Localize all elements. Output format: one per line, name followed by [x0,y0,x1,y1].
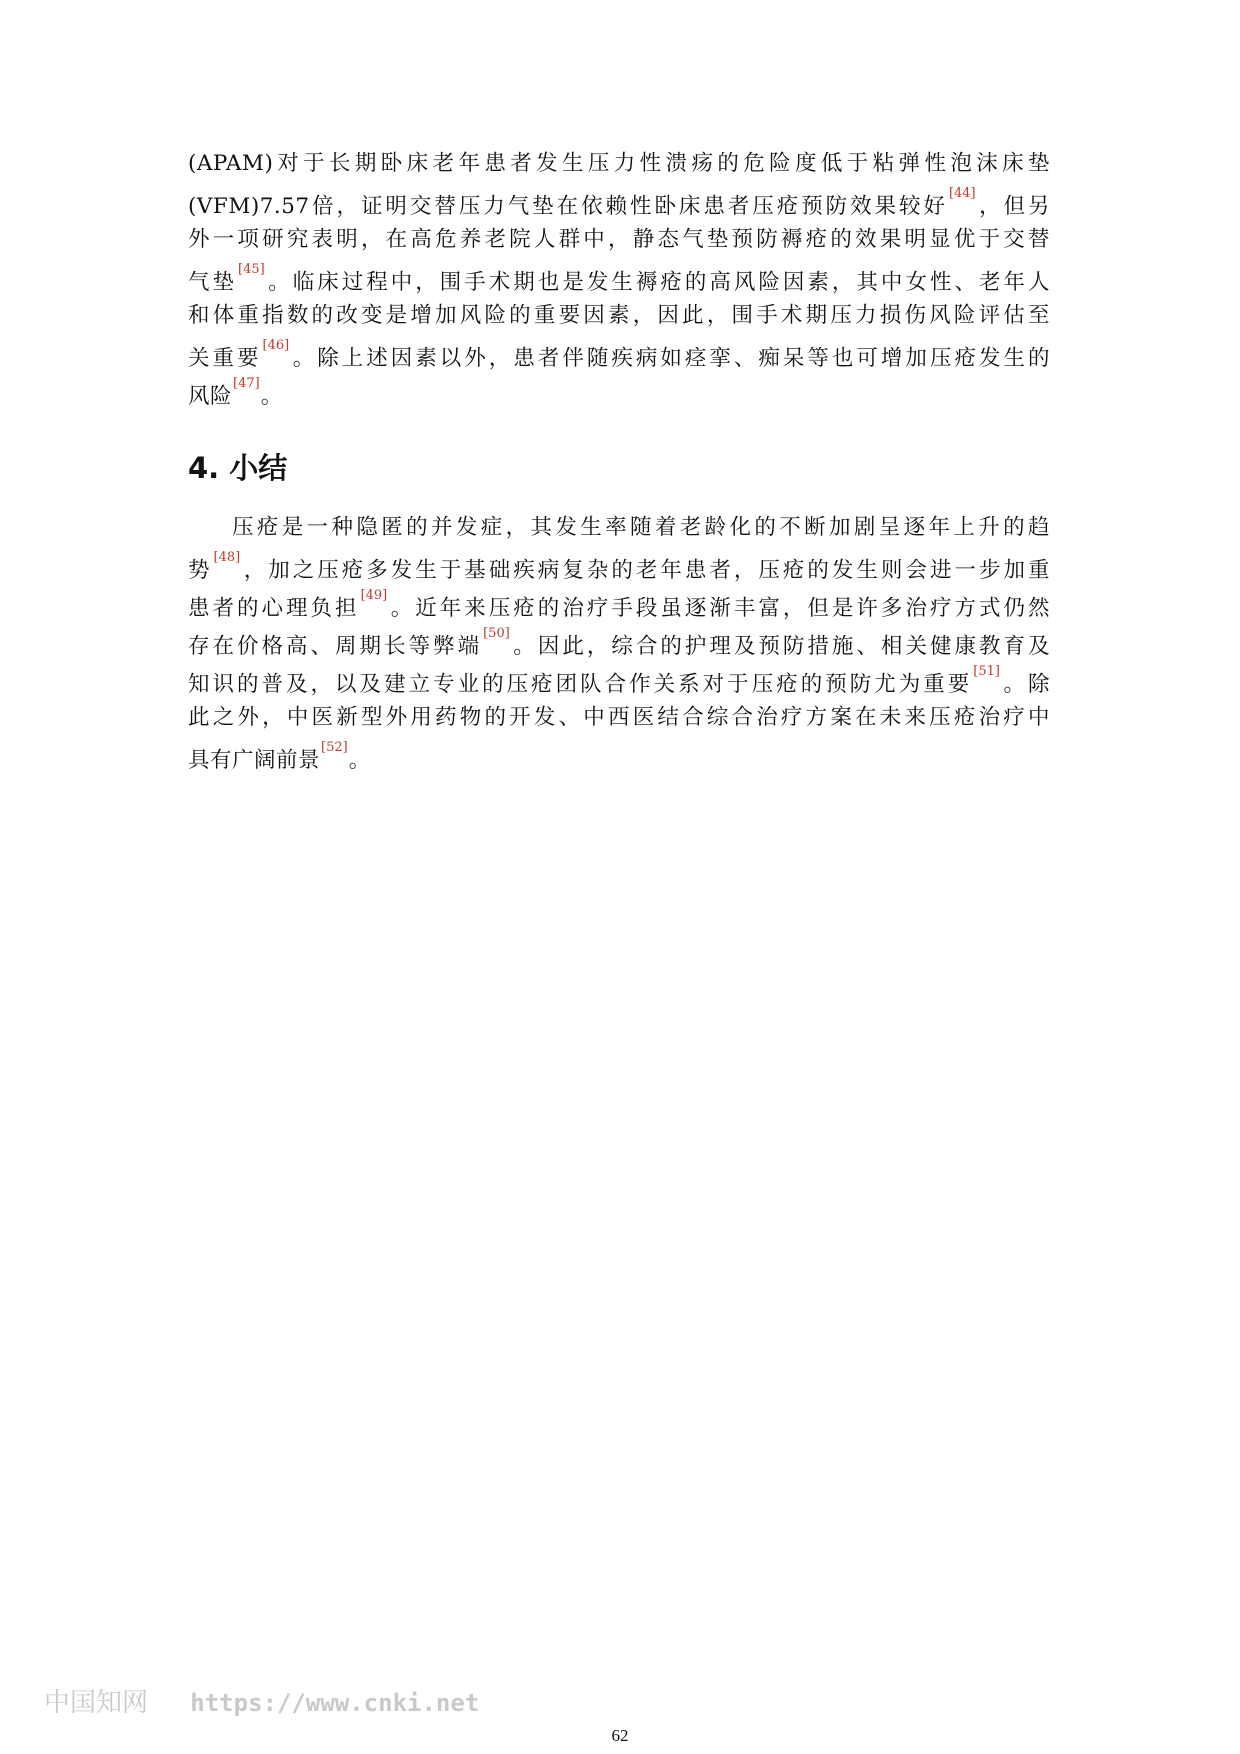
citation-link[interactable]: [46] [262,338,290,353]
text-line: 患者的心理负担[49]。近年来压疮的治疗手段虽逐渐丰富，但是许多治疗方式仍然 [188,588,1050,622]
text-line: 存在价格高、周期长等弊端[50]。因此，综合的护理及预防措施、相关健康教育及 [188,626,1050,660]
text-line: 压疮是一种隐匿的并发症，其发生率随着老龄化的不断加剧呈逐年上升的趋 [232,515,1050,540]
citation-link[interactable]: [51] [973,664,1000,679]
citation-link[interactable]: [47] [233,376,260,391]
citation-link[interactable]: [45] [238,262,265,277]
text-line: 势[48]，加之压疮多发生于基础疾病复杂的老年患者，压疮的发生则会进一步加重 [188,550,1050,584]
text-line: 风险[47]。 [188,376,283,410]
citation-link[interactable]: [49] [360,588,388,603]
watermark-url[interactable]: https://www.cnki.net [190,1689,480,1717]
text-line: 气垫[45]。临床过程中，围手术期也是发生褥疮的高风险因素，其中女性、老年人 [188,262,1050,296]
text-line: (VFM)7.57倍，证明交替压力气垫在依赖性卧床患者压疮预防效果较好[44]，但另 [188,186,1050,220]
watermark-logo-text: 中国知网 [44,1688,149,1718]
citation-link[interactable]: [48] [213,550,241,565]
text-line: (APAM)对于长期卧床老年患者发生压力性溃疡的危险度低于粘弹性泡沫床垫 [188,151,1050,176]
text-line: 和体重指数的改变是增加风险的重要因素，因此，围手术期压力损伤风险评估至 [188,303,1050,328]
text-line: 此之外，中医新型外用药物的开发、中西医结合综合治疗方案在未来压疮治疗中 [188,705,1050,730]
cnki-watermark [44,1686,479,1720]
section-heading: 4. 小结 [188,451,288,485]
page-number: 62 [611,1726,629,1745]
citation-link[interactable]: [44] [948,186,976,201]
text-line: 具有广阔前景[52]。 [188,740,371,774]
text-line: 知识的普及，以及建立专业的压疮团队合作关系对于压疮的预防尤为重要[51]。除 [188,664,1050,698]
citation-link[interactable]: [50] [483,626,510,641]
text-line: 外一项研究表明，在高危养老院人群中，静态气垫预防褥疮的效果明显优于交替 [188,227,1050,252]
text-line: 关重要[46]。除上述因素以外，患者伴随疾病如痉挛、痴呆等也可增加压疮发生的 [188,338,1050,372]
citation-link[interactable]: [52] [321,740,348,755]
